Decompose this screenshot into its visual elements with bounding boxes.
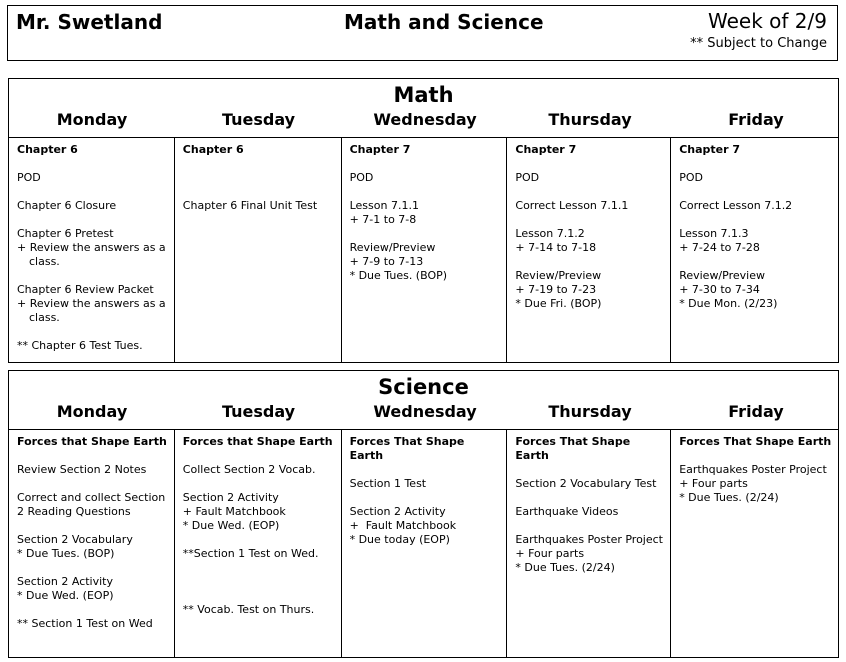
column-heading: Forces That Shape Earth [349, 435, 465, 462]
schedule-entry [17, 171, 168, 185]
entry-line: Lesson 7.1.2 [515, 227, 585, 240]
entry-line: + Four parts [679, 477, 748, 490]
entry-line: Chapter 6 Final Unit Test [182, 199, 318, 212]
entry-line: Chapter 6 Closure [17, 199, 117, 212]
entry-line: Correct Lesson 7.1.2 [679, 199, 793, 212]
entry-line: Earthquake Videos [515, 505, 619, 518]
schedule-entry [679, 227, 832, 255]
math-column-tuesday [175, 138, 342, 362]
schedule-entry [183, 491, 335, 533]
schedule-entry [515, 505, 664, 519]
column-heading: Forces That Shape Earth [515, 435, 631, 462]
science-column-thursday [507, 430, 671, 657]
column-heading: Chapter 7 [349, 143, 411, 156]
day-header-tuesday: Tuesday [221, 402, 296, 421]
entry-line: ** Vocab. Test on Thurs. [182, 603, 315, 616]
entry-line: + 7-30 to 7-34 [679, 283, 760, 296]
schedule-entry [679, 171, 832, 185]
schedule-entry [350, 199, 501, 227]
entry-line: Correct Lesson 7.1.1 [515, 199, 629, 212]
entry-line: * Due Fri. (BOP) [515, 297, 602, 310]
day-row [9, 110, 838, 129]
science-section-header [8, 370, 839, 430]
science-column-friday [671, 430, 839, 657]
entry-line: POD [515, 171, 540, 184]
entry-line: Review/Preview [349, 241, 436, 254]
entry-line: Lesson 7.1.3 [679, 227, 749, 240]
entry-line [183, 171, 335, 185]
schedule-entry [17, 533, 168, 561]
entry-line: + 7-1 to 7-8 [349, 213, 417, 226]
schedule-entry [17, 463, 168, 477]
entry-line: Lesson 7.1.1 [349, 199, 419, 212]
entry-line: Section 2 Vocabulary Test [515, 477, 657, 490]
math-section [8, 78, 839, 363]
entry-line: POD [17, 171, 41, 184]
entry-line: + Four parts [515, 547, 585, 560]
entry-line: * Due Wed. (EOP) [17, 589, 114, 602]
schedule-entry [350, 241, 501, 283]
entry-line: Earthquakes Poster Project [679, 463, 827, 476]
schedule-entry [17, 199, 168, 213]
column-heading: Chapter 6 [17, 143, 78, 156]
subject-title: Math and Science [344, 10, 544, 34]
schedule-entry [183, 575, 335, 589]
entry-line: + Fault Matchbook [182, 505, 286, 518]
schedule-entry [183, 171, 335, 185]
day-header-thursday: Thursday [548, 402, 632, 421]
entry-line: * Due Wed. (EOP) [182, 519, 280, 532]
entry-line: Section 1 Test [349, 477, 427, 490]
entry-line: * Due Tues. (2/24) [515, 561, 615, 574]
schedule-entry [515, 533, 664, 575]
schedule-entry [17, 339, 168, 353]
day-header-wednesday: Wednesday [373, 402, 477, 421]
entry-line: Review/Preview [515, 269, 602, 282]
science-column-tuesday [175, 430, 342, 657]
column-heading: Chapter 7 [679, 143, 741, 156]
entry-line: ** Chapter 6 Test Tues. [17, 339, 143, 352]
section-title: Science [378, 375, 469, 399]
day-header-monday: Monday [56, 110, 128, 129]
day-header-tuesday: Tuesday [221, 110, 296, 129]
entry-line: Review Section 2 Notes [17, 463, 147, 476]
schedule-entry [17, 283, 168, 325]
science-section [8, 370, 839, 658]
schedule-entry [17, 491, 168, 519]
entry-line: * Due Tues. (2/24) [679, 491, 779, 504]
schedule-entry [183, 199, 335, 213]
day-header-wednesday: Wednesday [373, 110, 477, 129]
schedule-entry [350, 477, 501, 491]
entry-line: + 7-24 to 7-28 [679, 241, 760, 254]
day-row [9, 402, 838, 421]
week-label: Week of 2/9 [708, 9, 827, 33]
entry-line: Earthquakes Poster Project [515, 533, 663, 546]
entry-line: + 7-19 to 7-23 [515, 283, 597, 296]
entry-line: ** Section 1 Test on Wed [17, 617, 153, 630]
entry-line: * Due today (EOP) [349, 533, 450, 546]
schedule-entry [183, 603, 335, 617]
schedule-entry [350, 171, 501, 185]
science-column-wednesday [342, 430, 508, 657]
day-header-monday: Monday [56, 402, 128, 421]
day-header-friday: Friday [728, 402, 784, 421]
schedule-entry [17, 227, 168, 269]
entry-line: + Fault Matchbook [349, 519, 457, 532]
entry-line: Section 2 Vocabulary [17, 533, 133, 546]
schedule-entry [679, 269, 832, 311]
schedule-entry [183, 463, 335, 477]
math-grid [8, 138, 839, 363]
schedule-header [7, 5, 838, 61]
day-header-thursday: Thursday [548, 110, 632, 129]
schedule-entry [679, 199, 832, 213]
math-column-wednesday [342, 138, 508, 362]
entry-line: Section 2 Activity [349, 505, 446, 518]
column-heading: Forces That Shape Earth [679, 435, 832, 448]
schedule-entry [17, 617, 168, 631]
entry-line: Chapter 6 Review Packet [17, 283, 154, 296]
math-section-header [8, 78, 839, 138]
schedule-entry [515, 227, 664, 255]
entry-line: + Review the answers as a class. [17, 297, 170, 324]
math-column-friday [671, 138, 839, 362]
schedule-entry [515, 477, 664, 491]
entry-line: + 7-9 to 7-13 [349, 255, 424, 268]
entry-line: POD [349, 171, 374, 184]
entry-line: Chapter 6 Pretest [17, 227, 114, 240]
entry-line: + 7-14 to 7-18 [515, 241, 597, 254]
schedule-entry [515, 269, 664, 311]
teacher-name: Mr. Swetland [16, 10, 163, 34]
science-grid [8, 430, 839, 658]
section-title: Math [393, 83, 454, 107]
entry-line: Section 2 Activity [17, 575, 113, 588]
entry-line: Correct and collect Section 2 Reading Questions [17, 491, 169, 518]
entry-line: * Due Mon. (2/23) [679, 297, 778, 310]
math-column-thursday [507, 138, 671, 362]
schedule-entry [350, 505, 501, 547]
entry-line [183, 575, 335, 589]
schedule-entry [183, 547, 335, 561]
day-header-friday: Friday [728, 110, 784, 129]
change-note: ** Subject to Change [690, 36, 827, 51]
column-heading: Chapter 7 [515, 143, 577, 156]
column-heading: Forces that Shape Earth [182, 435, 333, 448]
schedule-entry [515, 171, 664, 185]
schedule-entry [679, 463, 832, 505]
schedule-entry [515, 199, 664, 213]
entry-line: Collect Section 2 Vocab. [182, 463, 316, 476]
column-heading: Forces that Shape Earth [17, 435, 167, 448]
entry-line: * Due Tues. (BOP) [17, 547, 115, 560]
entry-line: Section 2 Activity [182, 491, 279, 504]
column-heading: Chapter 6 [182, 143, 244, 156]
entry-line: Review/Preview [679, 269, 765, 282]
entry-line: + Review the answers as a class. [17, 241, 170, 268]
science-column-monday [9, 430, 175, 657]
entry-line: **Section 1 Test on Wed. [182, 547, 319, 560]
schedule-entry [17, 575, 168, 603]
entry-line: POD [679, 171, 703, 184]
math-column-monday [9, 138, 175, 362]
entry-line: * Due Tues. (BOP) [349, 269, 448, 282]
